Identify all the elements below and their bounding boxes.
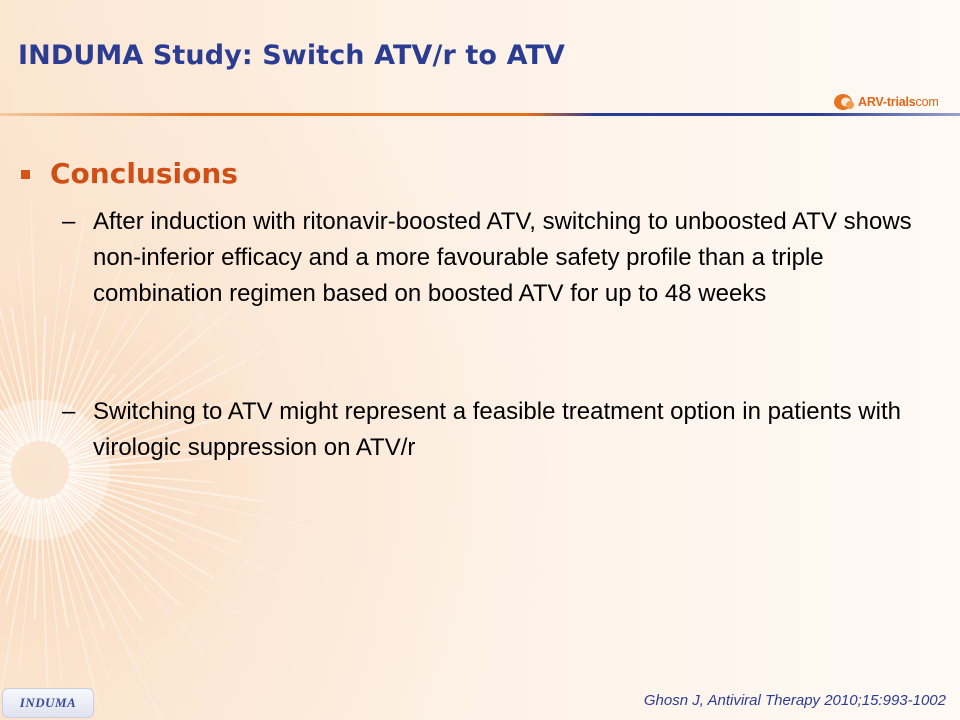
section-heading: Conclusions (50, 157, 238, 190)
square-bullet-icon (21, 170, 30, 179)
arv-trials-logo (832, 91, 952, 113)
dash-bullet-icon: – (62, 208, 76, 235)
dash-bullet-icon: – (62, 398, 76, 425)
conclusion-point-2: Switching to ATV might represent a feasible treatment option in patients with virologic suppression on ATV/r (93, 398, 901, 461)
logo-brand-text: ARV-trialscom (858, 95, 939, 109)
study-badge (2, 688, 94, 718)
reference-citation: Ghosn J, Antiviral Therapy 2010;15:993-1002 (643, 692, 946, 709)
conclusion-point-1: After induction with ritonavir-boosted ATV, switching to unboosted ATV shows non-inferior efficacy and a more favourable safety profile than a triple combination regimen based on boosted ATV for up to 48 weeks (93, 208, 912, 307)
arv-trials-logo-icon (832, 92, 858, 112)
header-divider (0, 112, 960, 118)
slide-title: INDUMA Study: Switch ATV/r to ATV (18, 40, 565, 71)
study-badge-label: INDUMA (19, 695, 77, 710)
